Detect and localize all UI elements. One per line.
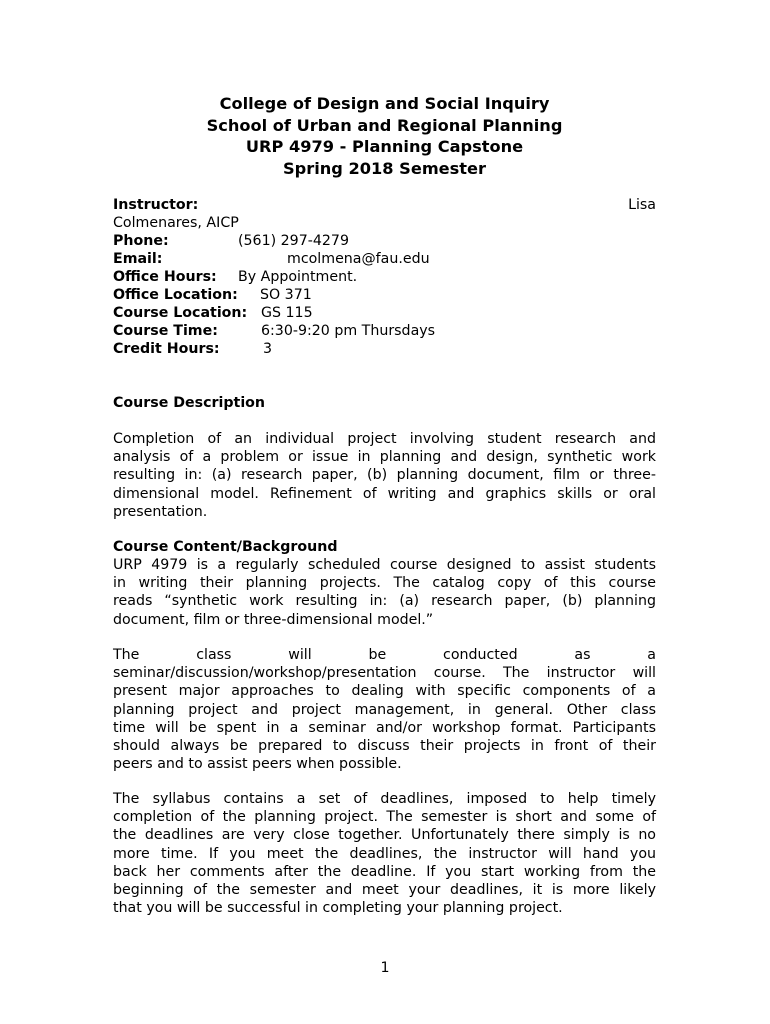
document-header xyxy=(113,93,656,179)
college-name: College of Design and Social Inquiry xyxy=(219,94,550,113)
office-location-value: SO 371 xyxy=(260,287,312,303)
semester: Spring 2018 Semester xyxy=(282,158,487,178)
paragraph-line: more time. If you meet the deadlines, the instructor will hand you xyxy=(113,845,656,862)
office-hours-label: Office Hours: xyxy=(113,269,217,285)
paragraph-line: the deadlines are very close together. Unfortunately there simply is no xyxy=(113,827,656,844)
course-location-row xyxy=(113,304,656,322)
paragraph-line: beginning of the semester and meet your deadlines, it is more likely xyxy=(113,881,656,898)
office-hours-row xyxy=(113,268,656,286)
instructor-name-row xyxy=(113,214,656,232)
course-time-value: 6:30-9:20 pm Thursdays xyxy=(261,323,436,339)
office-hours-value: By Appointment. xyxy=(238,269,358,285)
paragraph-line: The class will be conducted as a xyxy=(113,647,656,663)
paragraph-line: Completion of an individual project involving student research and xyxy=(113,431,656,447)
instructor-name-rest: Colmenares, AICP xyxy=(113,215,239,231)
phone-value: (561) 297-4279 xyxy=(238,233,349,249)
paragraph-line: The syllabus contains a set of deadlines, imposed to help timely xyxy=(113,791,656,807)
paragraph-line: in writing their planning projects. The catalog copy of this course xyxy=(113,575,656,592)
instructor-row xyxy=(113,196,656,214)
phone-label: Phone: xyxy=(113,233,169,249)
course-description-paragraph xyxy=(113,430,656,521)
course-title: URP 4979 - Planning Capstone xyxy=(245,137,524,156)
paragraph-line: back her comments after the deadline. If you start working from the xyxy=(113,863,656,880)
credit-hours-label: Credit Hours: xyxy=(113,341,220,357)
instructor-name-first: Lisa xyxy=(628,197,656,213)
course-content-paragraph-2 xyxy=(113,646,656,773)
course-content-paragraph-3 xyxy=(113,790,656,917)
email-row xyxy=(113,250,656,268)
office-location-label: Office Location: xyxy=(113,287,238,303)
course-content-paragraph-1 xyxy=(113,556,656,629)
course-time-row xyxy=(113,322,656,340)
paragraph-line: analysis of a problem or issue in planning and design, synthetic work xyxy=(113,449,656,466)
paragraph-line: that you will be successful in completing your planning project. xyxy=(113,900,563,917)
paragraph-line: dimensional model. Refinement of writing and graphics skills or oral xyxy=(113,485,656,502)
email-label: Email: xyxy=(113,251,163,267)
instructor-label: Instructor: xyxy=(113,197,199,213)
credit-hours-row xyxy=(113,340,656,358)
office-location-row xyxy=(113,286,656,304)
course-description-title: Course Description xyxy=(113,395,266,411)
course-location-value: GS 115 xyxy=(261,305,313,321)
phone-row xyxy=(113,232,656,250)
paragraph-line: time will be spent in a seminar and/or workshop format. Participants xyxy=(113,719,656,736)
paragraph-line: planning project and project management, in general. Other class xyxy=(113,701,656,718)
instructor-info xyxy=(113,196,656,358)
email-value: mcolmena@fau.edu xyxy=(287,251,430,267)
paragraph-line: resulting in: (a) research paper, (b) planning document, film or three- xyxy=(113,467,656,484)
page-number: 1 xyxy=(380,960,390,976)
school-name: School of Urban and Regional Planning xyxy=(206,115,563,135)
paragraph-line: present major approaches to dealing with specific components of a xyxy=(113,683,656,700)
paragraph-line: seminar/discussion/workshop/presentation course. The instructor will xyxy=(113,665,656,682)
paragraph-line: should always be prepared to discuss their projects in front of their xyxy=(113,737,656,754)
course-location-label: Course Location: xyxy=(113,305,248,321)
paragraph-line: presentation. xyxy=(113,503,208,520)
paragraph-line: completion of the planning project. The semester is short and some of xyxy=(113,809,656,826)
credit-hours-value: 3 xyxy=(263,341,273,357)
paragraph-line: reads “synthetic work resulting in: (a) research paper, (b) planning xyxy=(113,593,656,610)
course-time-label: Course Time: xyxy=(113,323,218,339)
paragraph-line: document, film or three-dimensional model.” xyxy=(113,611,434,628)
course-content-title: Course Content/Background xyxy=(113,539,338,555)
paragraph-line: URP 4979 is a regularly scheduled course designed to assist students xyxy=(113,557,656,573)
paragraph-line: peers and to assist peers when possible. xyxy=(113,756,402,773)
